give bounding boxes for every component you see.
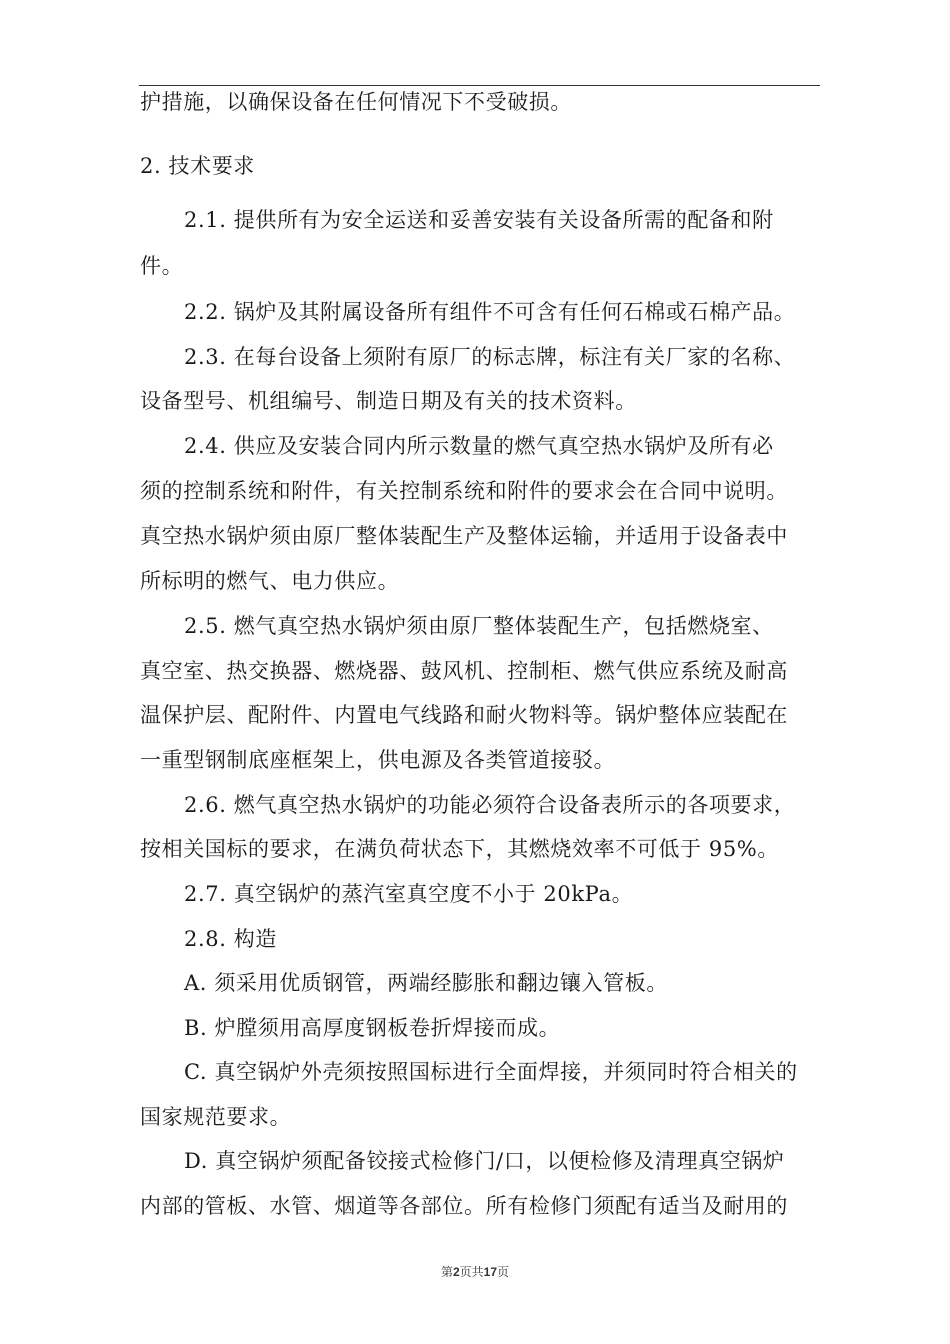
text-line: 2.7. 真空锅炉的蒸汽室真空度不小于 20kPa。 [184, 882, 634, 906]
current-page-number: 2 [452, 1265, 460, 1279]
text-line: 设备型号、机组编号、制造日期及有关的技术资料。 [140, 389, 637, 413]
text-line: 2.8. 构造 [184, 927, 277, 951]
text-line: 按相关国标的要求，在满负荷状态下，其燃烧效率不可低于 95%。 [140, 837, 779, 861]
text-line: 件。 [140, 254, 184, 278]
text-line: 护措施，以确保设备在任何情况下不受破损。 [140, 90, 572, 114]
text-line: 内部的管板、水管、烟道等各部位。所有检修门须配有适当及耐用的 [140, 1194, 788, 1218]
text-line: 真空室、热交换器、燃烧器、鼓风机、控制柜、燃气供应系统及耐高 [140, 659, 788, 683]
text-line: 真空热水锅炉须由原厂整体装配生产及整体运输，并适用于设备表中 [140, 524, 788, 548]
text-line: D. 真空锅炉须配备铰接式检修门/口，以便检修及清理真空锅炉 [184, 1149, 785, 1173]
page-footer [0, 1263, 950, 1280]
text-line: 2.3. 在每台设备上须附有原厂的标志牌，标注有关厂家的名称、 [184, 345, 796, 369]
text-line: C. 真空锅炉外壳须按照国标进行全面焊接，并须同时符合相关的 [184, 1060, 798, 1084]
text-line: 须的控制系统和附件，有关控制系统和附件的要求会在合同中说明。 [140, 479, 788, 503]
footer-suffix: 页 [497, 1265, 510, 1279]
text-line: 2.5. 燃气真空热水锅炉须由原厂整体装配生产，包括燃烧室、 [184, 614, 774, 638]
text-line: A. 须采用优质钢管，两端经膨胀和翻边镶入管板。 [184, 971, 668, 995]
text-line: 2.6. 燃气真空热水锅炉的功能必须符合设备表所示的各项要求， [184, 793, 796, 817]
footer-middle: 页共 [459, 1265, 484, 1279]
text-line: 一重型钢制底座框架上，供电源及各类管道接驳。 [140, 748, 616, 772]
text-line: B. 炉膛须用高厚度钢板卷折焊接而成。 [184, 1016, 561, 1040]
footer-prefix: 第 [440, 1265, 453, 1279]
section-heading: 2. 技术要求 [140, 154, 255, 178]
text-line: 2.2. 锅炉及其附属设备所有组件不可含有任何石棉或石棉产品。 [184, 300, 796, 324]
text-line: 所标明的燃气、电力供应。 [140, 569, 400, 593]
text-line: 2.4. 供应及安装合同内所示数量的燃气真空热水锅炉及所有必 [184, 434, 774, 458]
text-line: 国家规范要求。 [140, 1105, 292, 1129]
header-rule [139, 85, 820, 86]
text-line: 2.1. 提供所有为安全运送和妥善安装有关设备所需的配备和附 [184, 208, 774, 232]
text-line: 温保护层、配附件、内置电气线路和耐火物料等。锅炉整体应装配在 [140, 703, 788, 727]
total-pages-number: 17 [483, 1265, 498, 1279]
